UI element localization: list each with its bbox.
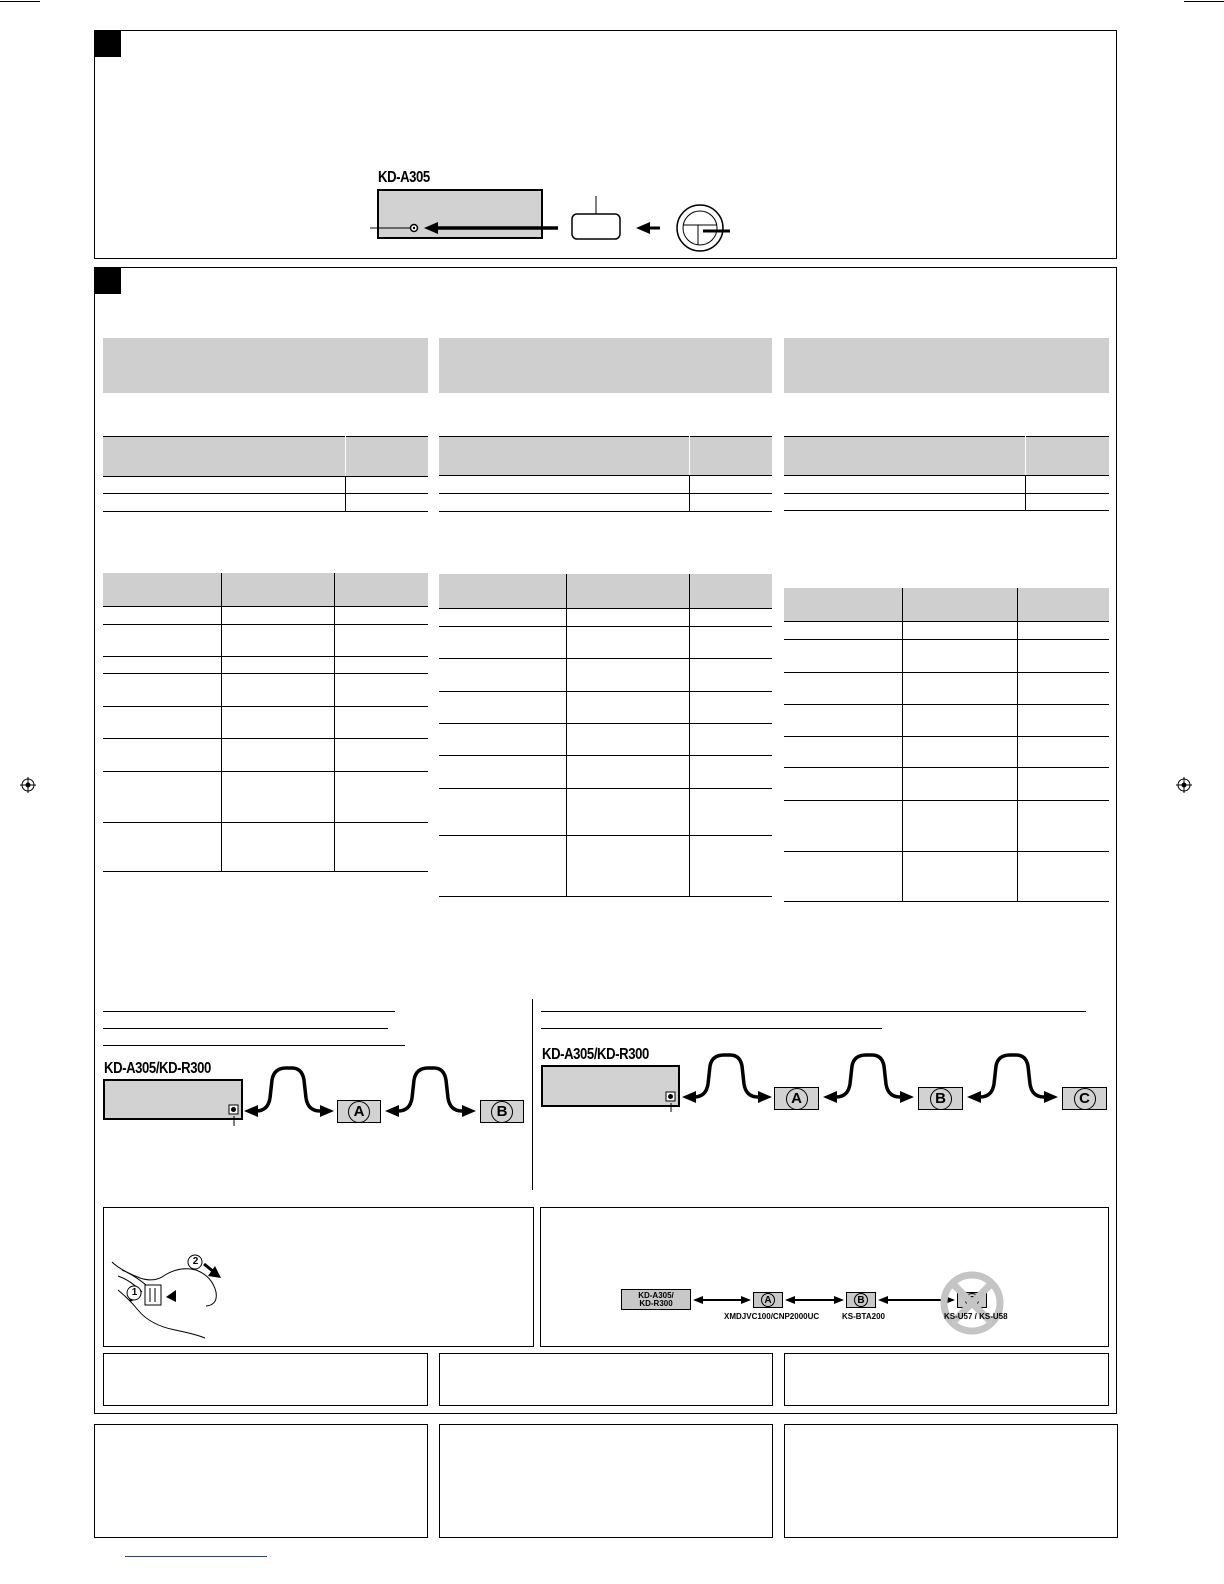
note-box-2 xyxy=(439,1353,773,1406)
example-marker-b: B xyxy=(854,1293,868,1307)
example-b-label: KS-BTA200 xyxy=(842,1312,885,1321)
right-chain-unit-label: KD-A305/KD-R300 xyxy=(542,1046,649,1063)
bottom-box-3 xyxy=(784,1424,1118,1538)
step-2-label: 2 xyxy=(192,1256,199,1267)
step-1-label: 1 xyxy=(131,1287,138,1298)
marker-b: B xyxy=(930,1088,952,1110)
example-marker-a: A xyxy=(761,1293,775,1307)
left-chain-unit-label: KD-A305/KD-R300 xyxy=(104,1060,211,1077)
note-box-1 xyxy=(103,1353,428,1406)
marker-b: B xyxy=(491,1101,513,1123)
bottom-box-1 xyxy=(94,1424,428,1538)
example-c-label: KS-U57 / KS-U58 xyxy=(944,1312,1008,1321)
note-box-3 xyxy=(784,1353,1109,1406)
marker-c: C xyxy=(1074,1088,1096,1110)
marker-a: A xyxy=(786,1088,808,1110)
marker-a: A xyxy=(348,1101,370,1123)
section-1-unit-label: KD-A305 xyxy=(378,169,430,186)
example-head-unit-line2: KD-R300 xyxy=(639,1298,673,1308)
bottom-box-2 xyxy=(439,1424,773,1538)
example-head-unit-line1: KD-A305/ xyxy=(638,1290,674,1300)
footer-rule xyxy=(125,1556,267,1557)
example-a-label: XMDJVC100/CNP2000UC xyxy=(724,1312,820,1321)
